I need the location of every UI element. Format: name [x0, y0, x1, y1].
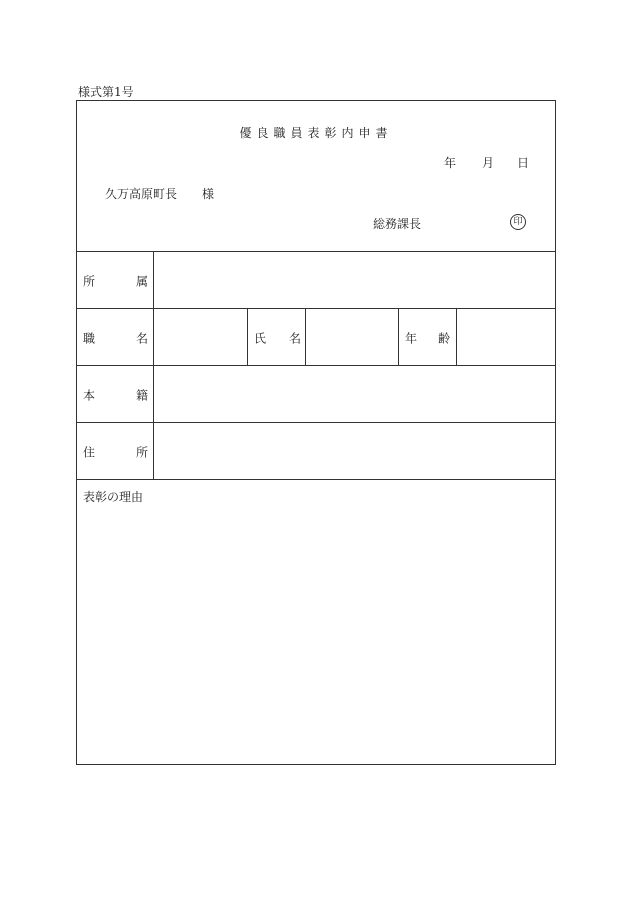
date-day-label: 日: [517, 156, 530, 170]
form-title: 優良職員表彰内申書: [239, 126, 393, 140]
address-row: [77, 422, 555, 480]
date-year-label: 年: [444, 156, 457, 170]
address-label-char-2: 所: [136, 445, 149, 459]
honorific: 様: [202, 187, 215, 201]
seal-mark: 印: [510, 214, 526, 230]
reason-label: 表彰の理由: [83, 490, 144, 504]
domicile-label-char-2: 籍: [136, 388, 149, 402]
address-value-cell[interactable]: [153, 423, 556, 480]
name-value-cell[interactable]: [305, 309, 399, 366]
name-label-char-1: 氏: [254, 331, 267, 345]
domicile-value-cell[interactable]: [153, 366, 556, 423]
affiliation-label-char-2: 属: [136, 274, 149, 288]
address-label-char-1: 住: [83, 445, 96, 459]
date-month-label: 月: [482, 156, 495, 170]
job-title-label-cell: [77, 309, 153, 366]
form-number: 様式第1号: [78, 85, 134, 99]
affiliation-value-cell[interactable]: [153, 252, 556, 309]
affiliation-row: [77, 251, 555, 309]
signer-title: 総務課長: [373, 217, 422, 231]
age-label-char-2: 齢: [438, 331, 451, 345]
job-title-label-char-1: 職: [83, 331, 96, 345]
domicile-label-char-1: 本: [83, 388, 96, 402]
affiliation-label-cell: [77, 252, 153, 309]
identity-row: [77, 308, 555, 366]
name-label-char-2: 名: [289, 331, 302, 345]
domicile-label-cell: [77, 366, 153, 423]
affiliation-label-char-1: 所: [83, 274, 96, 288]
age-value-cell[interactable]: [456, 309, 556, 366]
age-label-char-1: 年: [405, 331, 418, 345]
form-frame: [76, 100, 556, 765]
addressee: 久万高原町長: [105, 187, 178, 201]
domicile-row: [77, 365, 555, 423]
reason-section[interactable]: [77, 479, 555, 765]
address-label-cell: [77, 423, 153, 480]
age-label-cell: [398, 309, 457, 366]
form-header: [77, 101, 555, 251]
name-label-cell: [247, 309, 306, 366]
job-title-value-cell[interactable]: [153, 309, 248, 366]
job-title-label-char-2: 名: [136, 331, 149, 345]
